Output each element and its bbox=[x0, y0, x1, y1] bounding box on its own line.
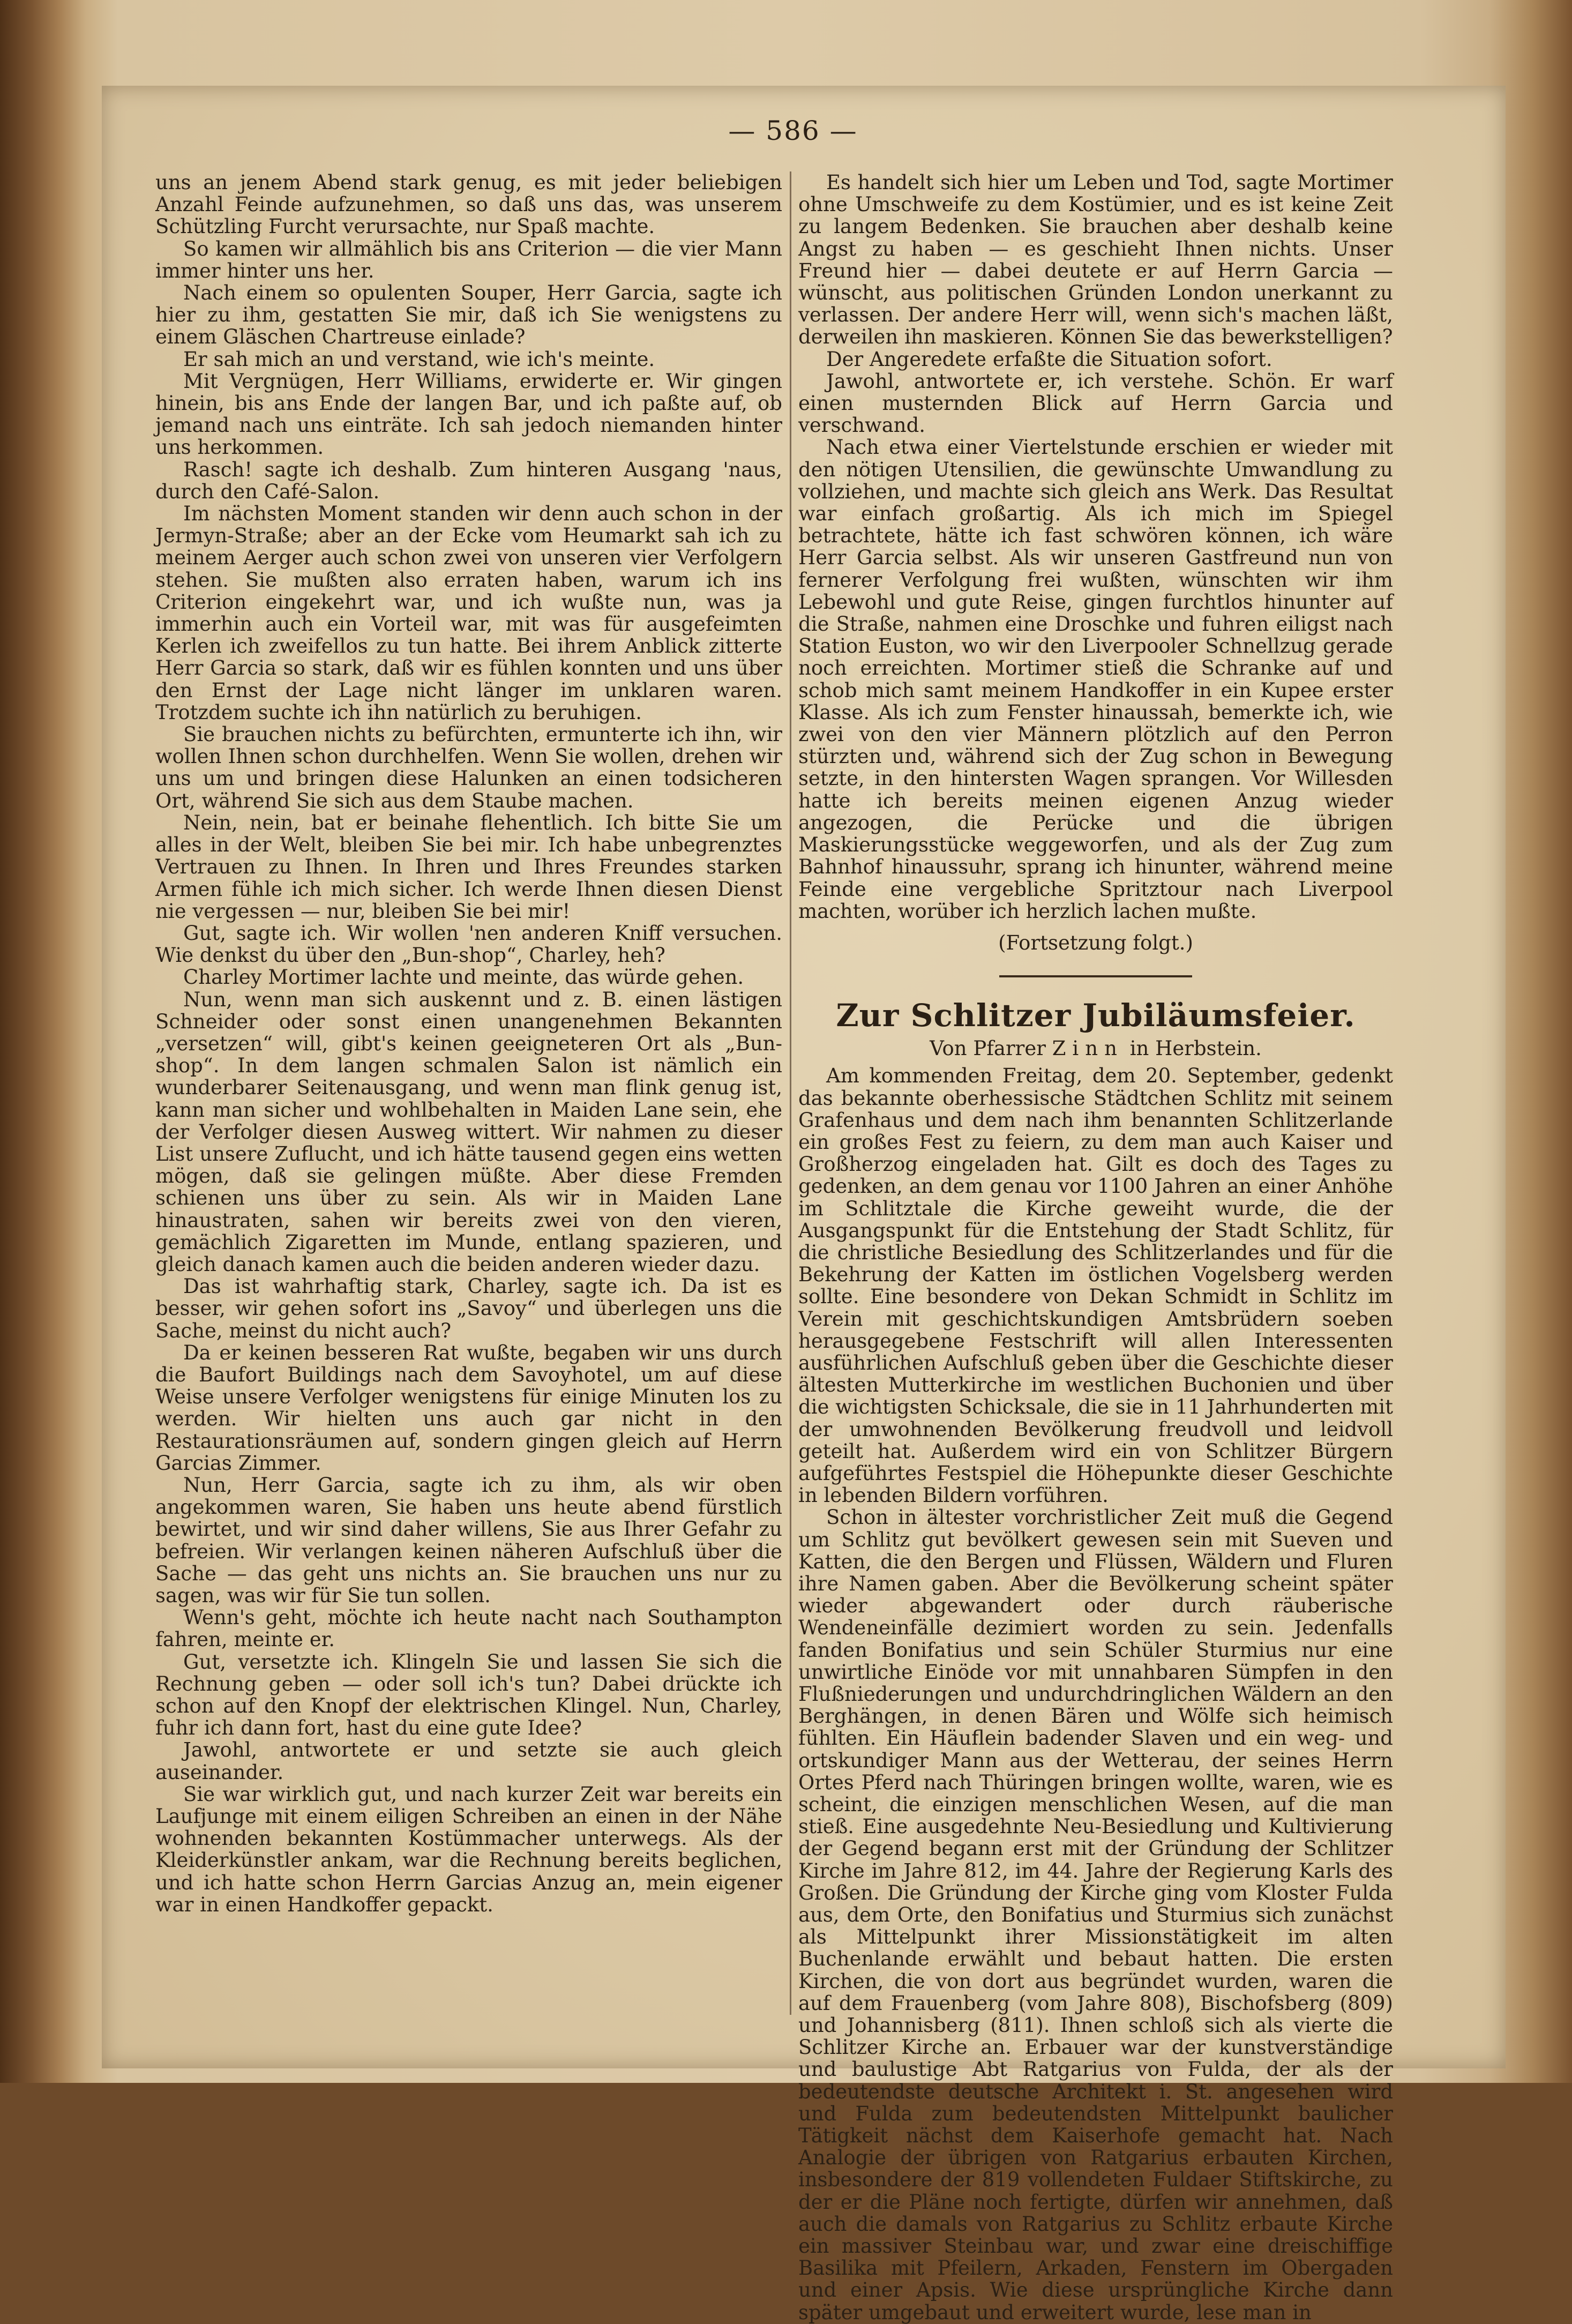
paragraph: Nach etwa einer Viertelstunde erschien er wieder mit den nötigen Utensilien, die gewünschte Umwandlung zu vollziehen, und machte sich gleich ans Werk. Das Resultat war einfach großartig. Als ich mich im Spiegel betrachtete, hätte ich fast schwören können, ich wäre Herr Garcia selbst. Als wir unseren Gastfreund nun von fernerer Verfolgung frei wußten, wünschten wir ihm Lebewohl und gute Reise, gingen furchtlos hinunter auf die Straße, nahmen eine Droschke und fuhren eiligst nach Station Euston, wo wir den Liverpooler Schnellzug gerade noch erreichten. Mortimer stieß die Schranke auf und schob mich samt meinem Handkoffer in ein Kupee erster Klasse. Als ich zum Fenster hinaussah, bemerkte ich, wie zwei von den vier Männern plötzlich auf den Perron stürzten und, während sich der Zug schon in Bewegung setzte, in den hintersten Wagen sprangen. Vor Willesden hatte ich bereits meinen eigenen Anzug wieder angezogen, die Perücke und die übrigen Maskierungsstücke weggeworfen, und als der Zug zum Bahnhof hinaussuhr, sprang ich hinunter, während meine Feinde eine vergebliche Spritztour nach Liverpool machten, worüber ich herzlich lachen mußte. bbox=[798, 436, 1393, 923]
paragraph: Sie brauchen nichts zu befürchten, ermunterte ich ihn, wir wollen Ihnen schon durchhelfen. Wenn Sie wollen, drehen wir uns um und bringen diese Halunken an einen todsicheren Ort, während Sie sich aus dem Staube machen. bbox=[155, 723, 782, 812]
paragraph: Nun, Herr Garcia, sagte ich zu ihm, als wir oben angekommen waren, Sie haben uns heute abend fürstlich bewirtet, und wir sind daher willens, Sie aus Ihrer Gefahr zu befreien. Wir verlangen keinen näheren Aufschluß über die Sache — das geht uns nichts an. Sie brauchen uns nur zu sagen, was wir für Sie tun sollen. bbox=[155, 1473, 782, 1607]
paragraph: So kamen wir allmählich bis ans Criterion — die vier Mann immer hinter uns her. bbox=[155, 237, 782, 282]
article-paragraph: Am kommenden Freitag, dem 20. September, gedenkt das bekannte oberhessische Städtchen Schlitz mit seinem Grafenhaus und dem nach ihm benannten Schlitzerlande ein großes Fest zu feiern, zu dem man auch Kaiser und Großherzog eingeladen hat. Gilt es doch des Tages zu gedenken, an dem genau vor 1100 Jahren an einer Anhöhe im Schlitztale die Kirche geweiht wurde, die der Ausgangspunkt für die Entstehung der Stadt Schlitz, für die christliche Besiedlung des Schlitzerlandes und für die Bekehrung der Katten im östlichen Vogelsberg werden sollte. Eine besondere von Dekan Schmidt in Schlitz im Verein mit geschichtskundigen Amtsbrüdern soeben herausgegebene Festschrift will allen Interessenten ausführlichen Aufschluß geben über die Geschichte dieser ältesten Mutterkirche im westlichen Buchonien und über die wichtigsten Schicksale, die sie in 11 Jahrhunderten mit der umwohnenden Bevölkerung freudvoll und leidvoll geteilt hat. Außerdem wird ein von Schlitzer Bürgern aufgeführtes Festspiel die Höhepunkte dieser Geschichte in lebenden Bildern vorführen. bbox=[798, 1064, 1393, 1507]
paragraph: Nach einem so opulenten Souper, Herr Garcia, sagte ich hier zu ihm, gestatten Sie mir, daß ich Sie wenigstens zu einem Gläschen Chartreuse einlade? bbox=[155, 281, 782, 349]
paragraph: Da er keinen besseren Rat wußte, begaben wir uns durch die Baufort Buildings nach dem Savoyhotel, um auf diese Weise unsere Verfolger wenigstens für einige Minuten los zu werden. Wir hielten uns auch gar nicht in den Restaurationsräumen auf, sondern gingen gleich auf Herrn Garcias Zimmer. bbox=[155, 1341, 782, 1475]
paragraph: Er sah mich an und verstand, wie ich's meinte. bbox=[183, 347, 655, 371]
column-divider bbox=[790, 171, 791, 2015]
paragraph: Im nächsten Moment standen wir denn auch schon in der Jermyn-Straße; aber an der Ecke vom Heumarkt sah ich zu meinem Aerger auch schon zwei von unseren vier Verfolgern stehen. Sie mußten also erraten haben, warum ich ins Criterion eingekehrt war, und ich wußte nun, was ja immerhin auch ein Vorteil war, mit was für ausgefeimten Kerlen ich zweifellos zu tun hatte. Bei ihrem Anblick zitterte Herr Garcia so stark, daß wir es fühlen konnten und uns über den Ernst der Lage nicht länger im unklaren waren. Trotzdem suchte ich ihn natürlich zu beruhigen. bbox=[155, 502, 782, 724]
paragraph: Jawohl, antwortete er, ich verstehe. Schön. Er warf einen musternden Blick auf Herrn Garcia und verschwand. bbox=[798, 369, 1393, 437]
paragraph: Gut, versetzte ich. Klingeln Sie und lassen Sie sich die Rechnung geben — oder soll ich's tun? Dabei drückte ich schon auf den Knopf der elektrischen Klingel. Nun, Charley, fuhr ich dann fort, hast du eine gute Idee? bbox=[155, 1650, 782, 1740]
right-column bbox=[798, 171, 1393, 2323]
byline-suffix: in Herbstein. bbox=[1129, 1037, 1262, 1060]
paragraph: Gut, sagte ich. Wir wollen 'nen anderen Kniff versuchen. Wie denkst du über den „Bun-shop“, Charley, heh? bbox=[155, 921, 782, 967]
paragraph: Es handelt sich hier um Leben und Tod, sagte Mortimer ohne Umschweife zu dem Kostümier, und es ist keine Zeit zu langem Bedenken. Sie brauchen aber deshalb keine Angst zu haben — es geschieht Ihnen nichts. Unser Freund hier — dabei deutete er auf Herrn Garcia — wünscht, aus politischen Gründen London unerkannt zu verlassen. Der andere Herr will, wenn sich's machen läßt, derweilen ihn maskieren. Können Sie das bewerkstelligen? bbox=[798, 171, 1393, 349]
article-paragraph: Schon in ältester vorchristlicher Zeit muß die Gegend um Schlitz gut bevölkert gewesen sein mit Sueven und Katten, die den Bergen und Flüssen, Wäldern und Fluren ihre Namen gaben. Aber die Bevölkerung scheint später wieder abgewandert oder durch räuberische Wendeneinfälle dezimiert worden zu sein. Jedenfalls fanden Bonifatius und sein Schüler Sturmius nur eine unwirtliche Einöde vor mit unnahbaren Sümpfen in den Flußniederungen und undurchdringlichen Wäldern an den Berghängen, in denen Bären und Wölfe sich heimisch fühlten. Ein Häuflein badender Slaven und ein weg- und ortskundiger Mann aus der Wetterau, der seines Herrn Ortes Pferd nach Thüringen bringen wollte, waren, wie es scheint, die einzigen menschlichen Wesen, auf die man stieß. Eine ausgedehnte Neu-Besiedlung und Kultivierung der Gegend begann erst mit der Gründung der Schlitzer Kirche im Jahre 812, im 44. Jahre der Regierung Karls des Großen. Die Gründung der Kirche ging vom Kloster Fulda aus, dem Orte, den Bonifatius und Sturmius sich zunächst als Mittelpunkt ihrer Missionstätigkeit im alten Buchenlande erwählt und bebaut hatten. Die ersten Kirchen, die von dort aus begründet wurden, waren die auf dem Frauenberg (vom Jahre 808), Bischofsberg (809) und Johannisberg (811). Ihnen schloß sich als vierte die Schlitzer Kirche an. Erbauer war der kunstverständige und baulustige Abt Ratgarius von Fulda, der als der bedeutendste deutsche Architekt i. St. angesehen wird und Fulda zum bedeutendsten Mittelpunkt baulicher Tätigkeit nächst dem Kaiserhofe gemacht hat. Nach Analogie der übrigen von Ratgarius erbauten Kirchen, insbesondere der 819 vollendeten Fuldaer Stiftskirche, zu der er die Pläne noch fertigte, dürfen wir annehmen, daß auch die damals von Ratgarius zu Schlitz erbaute Kirche ein massiver Steinbau war, und zwar eine dreischiffige Basilika mit Pfeilern, Arkaden, Fenstern im Obergaden und einer Apsis. Wie diese ursprüngliche Kirche dann später umgebaut und erweitert wurde, lese man in bbox=[798, 1506, 1393, 2324]
page-number: — 586 — bbox=[728, 115, 858, 146]
paragraph: Wenn's geht, möchte ich heute nacht nach Southampton fahren, meinte er. bbox=[155, 1606, 782, 1652]
section-separator bbox=[999, 975, 1192, 977]
continuation-note: (Fortsetzung folgt.) bbox=[998, 931, 1193, 954]
paragraph: Das ist wahrhaftig stark, Charley, sagte ich. Da ist es besser, wir gehen sofort ins „Savoy“ und überlegen uns die Sache, meinst du nicht auch? bbox=[155, 1275, 782, 1342]
byline-prefix: Von Pfarrer bbox=[930, 1037, 1046, 1060]
paragraph: Jawohl, antwortete er und setzte sie auch gleich auseinander. bbox=[155, 1738, 782, 1784]
paragraph: Charley Mortimer lachte und meinte, das würde gehen. bbox=[183, 966, 744, 989]
paragraph: uns an jenem Abend stark genug, es mit jeder beliebigen Anzahl Feinde aufzunehmen, so daß uns das, was unserem Schützling Furcht verursachte, nur Spaß machte. bbox=[155, 171, 782, 238]
byline-author: Zinn bbox=[1052, 1037, 1124, 1060]
paragraph: Mit Vergnügen, Herr Williams, erwiderte er. Wir gingen hinein, bis ans Ende der langen Bar, und ich paßte auf, ob jemand nach uns einträte. Ich sah jedoch niemanden hinter uns herkommen. bbox=[155, 369, 782, 459]
paragraph: Der Angeredete erfaßte die Situation sofort. bbox=[826, 347, 1272, 371]
paragraph: Nein, nein, bat er beinahe flehentlich. Ich bitte Sie um alles in der Welt, bleiben Sie bei mir. Ich habe unbegrenztes Vertrauen zu Ihnen. In Ihren und Ihres Freundes starken Armen fühle ich mich sicher. Ich werde Ihnen diesen Dienst nie vergessen — nur, bleiben Sie bei mir! bbox=[155, 811, 782, 923]
paragraph: Nun, wenn man sich auskennt und z. B. einen lästigen Schneider oder sonst einen unangenehmen Bekannten „versetzen“ will, gibt's keinen geeigneteren Ort als „Bun-shop“. In dem langen schmalen Salon ist nämlich ein wunderbarer Seitenausgang, und wenn man flink genug ist, kann man sicher und wohlbehalten in Maiden Lane sein, ehe der Verfolger diesen Ausweg wittert. Wir nahmen zu dieser List unsere Zuflucht, und ich hätte tausend gegen eins wetten mögen, daß sie gelingen müßte. Aber diese Fremden schienen uns über zu sein. Als wir in Maiden Lane hinaustraten, sahen wir bereits zwei von den vieren, gemächlich Zigaretten im Munde, entlang spazieren, und gleich danach kamen auch die beiden anderen wieder dazu. bbox=[155, 988, 782, 1276]
left-column bbox=[155, 171, 782, 1916]
paragraph: Sie war wirklich gut, und nach kurzer Zeit war bereits ein Laufjunge mit einem eiligen Schreiben an einen in der Nähe wohnenden bekannten Kostümmacher unterwegs. Als der Kleiderkünstler ankam, war die Rechnung bereits beglichen, und ich hatte schon Herrn Garcias Anzug an, mein eigener war in einen Handkoffer gepackt. bbox=[155, 1782, 782, 1916]
article-byline bbox=[798, 1037, 1393, 1059]
article-title: Zur Schlitzer Jubiläumsfeier. bbox=[836, 997, 1356, 1034]
paragraph: Rasch! sagte ich deshalb. Zum hinteren Ausgang 'naus, durch den Café-Salon. bbox=[155, 458, 782, 503]
